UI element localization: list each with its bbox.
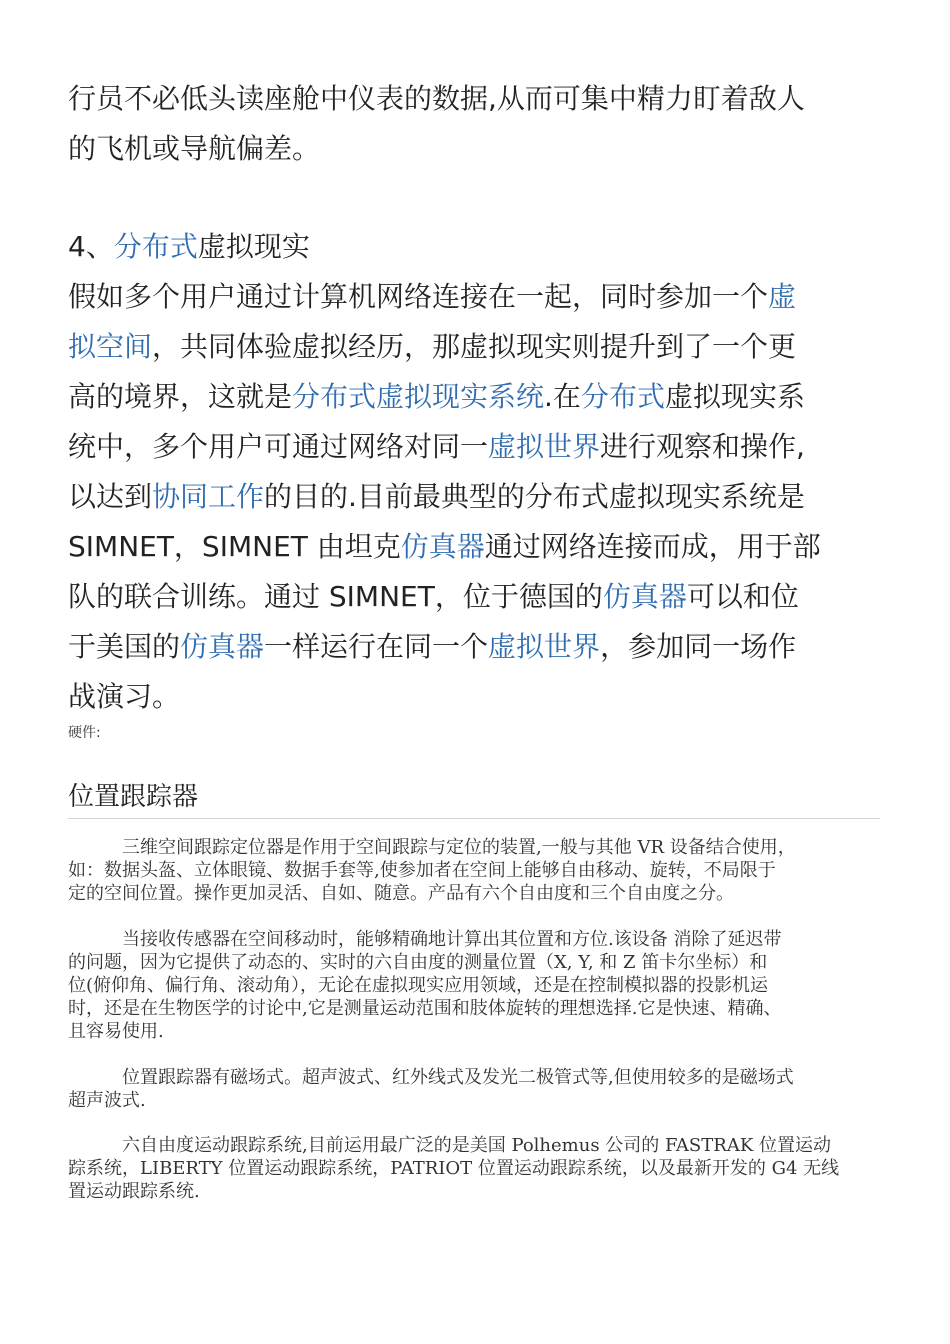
inline-text: SIMNET，SIMNET 由坦克 xyxy=(68,530,401,563)
inline-link[interactable]: 仿真器 xyxy=(602,580,687,613)
inline-link[interactable]: 虚 xyxy=(768,280,797,313)
heading-divider xyxy=(68,818,880,819)
section-4-line xyxy=(68,672,180,722)
tracker-heading: 位置跟踪器 xyxy=(68,782,199,812)
inline-link[interactable]: 仿真器 xyxy=(400,530,485,563)
inline-text: 一样运行在同一个 xyxy=(264,630,489,663)
tracker-paragraph xyxy=(68,1066,950,1112)
hardware-label: 硬件: xyxy=(68,725,101,741)
inline-text: .在 xyxy=(544,380,581,413)
paragraph-line: 位置跟踪器有磁场式。超声波式、红外线式及发光二极管式等,但使用较多的是磁场式 xyxy=(68,1067,794,1088)
section-4-line xyxy=(68,622,796,672)
inline-link[interactable]: 协同工作 xyxy=(152,480,265,513)
inline-link[interactable]: 分布式虚拟现实系统 xyxy=(292,380,545,413)
inline-text: 以达到 xyxy=(68,480,153,513)
inline-text: 假如多个用户通过计算机网络连接在一起，同时参加一个 xyxy=(68,280,769,313)
paragraph-line: 六自由度运动跟踪系统,目前运用最广泛的是美国 Polhemus 公司的 FASTRAK 位置运动 xyxy=(68,1135,831,1156)
paragraph-line: 定的空间位置。操作更加灵活、自如、随意。产品有六个自由度和三个自由度之分。 xyxy=(68,883,734,904)
intro-line-2: 的飞机或导航偏差。 xyxy=(68,132,321,165)
inline-text: 于美国的 xyxy=(68,630,181,663)
section-4-line xyxy=(68,372,805,422)
paragraph-line: 当接收传感器在空间移动时，能够精确地计算出其位置和方位.该设备 消除了延迟带 xyxy=(68,929,782,950)
inline-text: 的目的.目前最典型的分布式虚拟现实系统是 xyxy=(264,480,805,513)
paragraph-line: 三维空间跟踪定位器是作用于空间跟踪与定位的装置,一般与其他 VR 设备结合使用， xyxy=(68,837,796,858)
inline-text: 通过网络连接而成，用于部 xyxy=(484,530,821,563)
paragraph-line: 的问题，因为它提供了动态的、实时的六自由度的测量位置（X, Y, 和 Z 笛卡尔坐标）和 xyxy=(68,952,768,973)
paragraph-line: 如：数据头盔、立体眼镜、数据手套等,使参加者在空间上能够自由移动、旋转，不局限于 xyxy=(68,860,776,881)
paragraph-line: 踪系统，LIBERTY 位置运动跟踪系统，PATRIOT 位置运动跟踪系统，以及最新开发的 G4 无线 xyxy=(68,1158,840,1179)
inline-link[interactable]: 虚拟世界 xyxy=(488,630,601,663)
inline-text: ，参加同一场作 xyxy=(600,630,797,663)
inline-text: 战演习。 xyxy=(68,680,181,713)
section-number: 4、 xyxy=(68,230,114,263)
section-4-line xyxy=(68,522,821,572)
section-4-heading xyxy=(68,222,310,272)
section-title-link[interactable]: 分布式 xyxy=(113,230,198,263)
inline-text: 高的境界，这就是 xyxy=(68,380,293,413)
paragraph-line: 且容易使用. xyxy=(68,1021,164,1042)
tracker-paragraph xyxy=(68,928,950,1043)
section-4-line xyxy=(68,422,805,472)
inline-text: 统中，多个用户可通过网络对同一 xyxy=(68,430,489,463)
section-title-text: 虚拟现实 xyxy=(197,230,310,263)
paragraph-line: 位(俯仰角、偏行角、滚动角），无论在虚拟现实应用领域，还是在控制模拟器的投影机运 xyxy=(68,975,769,996)
section-4-line xyxy=(68,272,796,322)
tracker-paragraph xyxy=(68,836,950,905)
paragraph-line: 置运动跟踪系统. xyxy=(68,1181,200,1202)
inline-link[interactable]: 虚拟世界 xyxy=(488,430,601,463)
inline-text: 队的联合训练。通过 SIMNET，位于德国的 xyxy=(68,580,603,613)
intro-line-1: 行员不必低头读座舱中仪表的数据,从而可集中精力盯着敌人 xyxy=(68,82,805,115)
inline-text: 进行观察和操作, xyxy=(600,430,805,463)
section-4-line xyxy=(68,322,796,372)
section-4-line xyxy=(68,472,805,522)
inline-text: 虚拟现实系 xyxy=(664,380,805,413)
tracker-paragraph xyxy=(68,1134,950,1203)
paragraph-line: 时，还是在生物医学的讨论中,它是测量运动范围和肢体旋转的理想选择.它是快速、精确、 xyxy=(68,998,782,1019)
inline-text: ，共同体验虚拟经历，那虚拟现实则提升到了一个更 xyxy=(152,330,797,363)
paragraph-line: 超声波式. xyxy=(68,1090,146,1111)
inline-link[interactable]: 分布式 xyxy=(580,380,665,413)
inline-link[interactable]: 拟空间 xyxy=(68,330,153,363)
section-4-line xyxy=(68,572,799,622)
inline-link[interactable]: 仿真器 xyxy=(180,630,265,663)
inline-text: 可以和位 xyxy=(686,580,799,613)
